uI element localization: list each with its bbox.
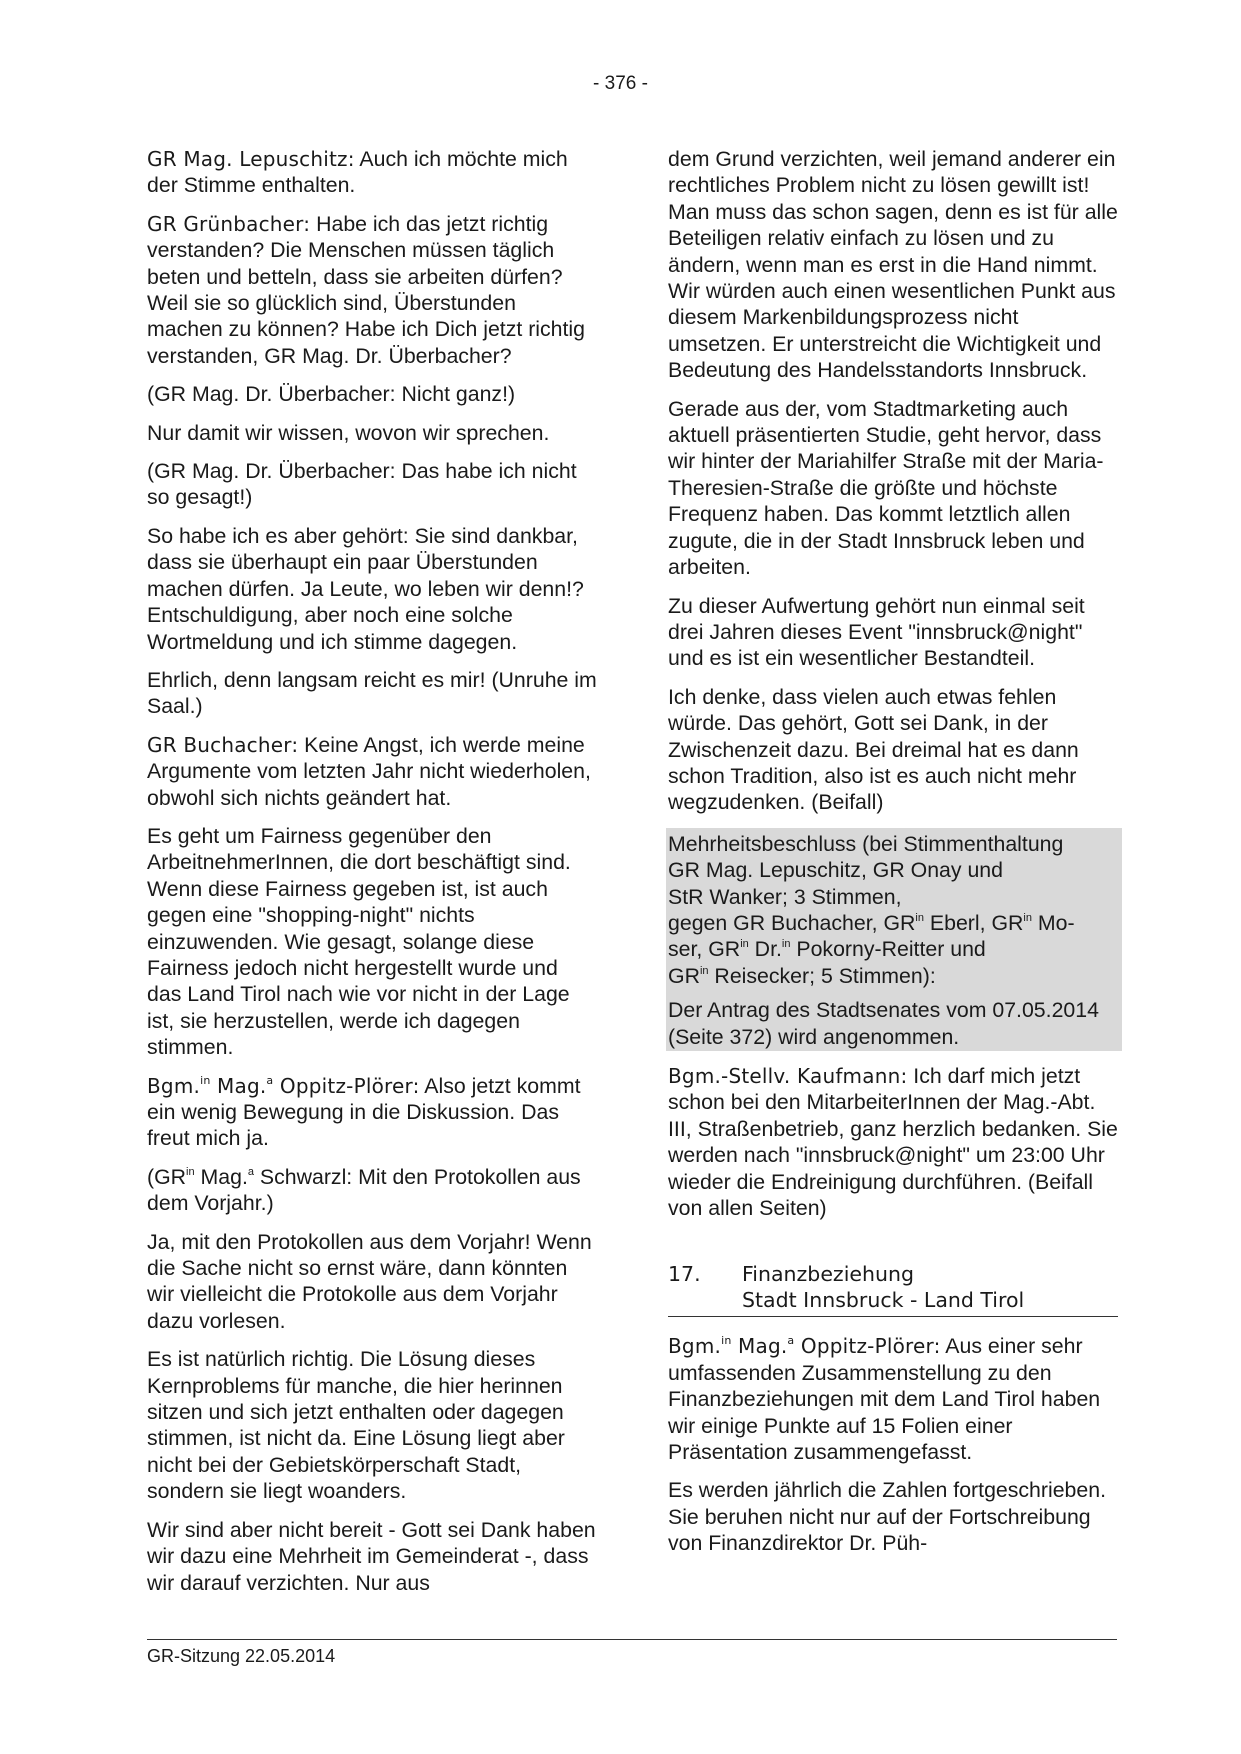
page-number: - 376 - xyxy=(593,73,648,94)
speaker-name: GR Grünbacher: xyxy=(147,211,311,236)
paragraph-text: Habe ich das jetzt richtig verstanden? Die Menschen müssen täglich beten und betteln, dass sie arbeiten dürfen? Weil sie so glücklich sind, Überstunden machen zu können? Habe ich Dich jetzt richtig verstanden, GR Mag. Dr. Überbacher? xyxy=(147,211,586,368)
paragraph-text: Keine Angst, ich werde meine Argumente vom letzten Jahr nicht wiederholen, obwohl sich nichts geändert hat. xyxy=(147,732,591,810)
interjection: (GR Mag. Dr. Überbacher: Nicht ganz!) xyxy=(147,382,516,407)
paragraph xyxy=(147,1073,597,1152)
paragraph: So habe ich es aber gehört: Sie sind dankbar, dass sie überhaupt ein paar Überstunden machen dürfen. Ja Leute, wo leben wir denn!? Entschuldigung, aber noch eine solche Wortmeldung und ich stimme dagegen. xyxy=(147,523,584,654)
paragraph xyxy=(668,1063,1118,1221)
paragraph: Ehrlich, denn langsam reicht es mir! (Unruhe im Saal.) xyxy=(147,667,597,719)
speaker-name: GR Mag. Lepuschitz: xyxy=(147,147,355,171)
paragraph-text: Aus einer sehr umfassenden Zusammenstellung zu den Finanzbeziehungen mit dem Land Tirol haben wir einige Punkte auf 15 Folien einer Präsentation zusammengefasst. xyxy=(668,1334,1101,1465)
paragraph: Wir sind aber nicht bereit - Gott sei Dank haben wir dazu eine Mehrheit im Gemeinderat -, dass wir darauf verzichten. Nur aus xyxy=(147,1517,596,1595)
paragraph: dem Grund verzichten, weil jemand anderer ein rechtliches Problem nicht zu lösen gewillt ist! Man muss das schon sagen, denn es ist für alle Beteiligen relativ einfach zu lösen und zu ändern, wenn man es erst in die Hand nimmt. Wir würden auch einen wesentlichen Punkt aus diesem Markenbildungsprozess nicht umsetzen. Er unterstreicht die Wichtigkeit und Bedeutung des Handelsstandorts Innsbruck. xyxy=(668,147,1118,383)
agenda-item-number: 17. xyxy=(668,1262,701,1287)
interjection: ($GR^{in}$ Mag.$^a$ Schwarzl: Mit den Protokollen aus dem Vorjahr.) xyxy=(147,1164,581,1216)
resolution-box xyxy=(666,828,1122,1051)
paragraph: Es werden jährlich die Zahlen fortgeschrieben. Sie beruhen nicht nur auf der Fortschreibung von Finanzdirektor Dr. Püh- xyxy=(668,1478,1107,1556)
interjection: (GR Mag. Dr. Überbacher: Das habe ich nicht so gesagt!) xyxy=(147,459,577,510)
agenda-item-title: Finanzbeziehung Stadt Innsbruck - Land Tirol xyxy=(742,1262,1025,1313)
paragraph xyxy=(147,732,597,811)
paragraph-text: Ich darf mich jetzt schon bei den MitarbeiterInnen der Mag.-Abt. III, Straßenbetrieb, ganz herzlich bedanken. Sie werden nach "innsbruck@night" um 23:00 Uhr wieder die Endreinigung durchführen. (Beifall von allen Seiten) xyxy=(668,1064,1118,1221)
paragraph-text: Also jetzt kommt ein wenig Bewegung in die Diskussion. Das freut mich ja. xyxy=(147,1073,581,1151)
paragraph: Zu dieser Aufwertung gehört nun einmal seit drei Jahren dieses Event "innsbruck@night" und es ist ein wesentlicher Bestandteil. xyxy=(668,593,1085,671)
paragraph: Ja, mit den Protokollen aus dem Vorjahr! Wenn die Sache nicht so ernst wäre, dann könnten wir vielleicht die Protokolle aus dem Vorjahr dazu vorlesen. xyxy=(147,1229,592,1333)
left-column xyxy=(147,146,597,1608)
speaker-name: Bgm.-Stellv. Kaufmann: xyxy=(668,1064,908,1088)
paragraph: Es geht um Fairness gegenüber den ArbeitnehmerInnen, die dort beschäftigt sind. Wenn diese Fairness gegeben ist, ist auch gegen eine "shopping-night" nichts einzuwenden. Wie gesagt, solange diese Fairness jedoch nicht hergestellt wurde und das Land Tirol nach wie vor nicht in der Lage ist, sie herzustellen, werde ich dagegen stimmen. xyxy=(147,823,571,1060)
speaker-name: Bgm.$^{in}$ Mag.$^a$ Oppitz-Plörer: xyxy=(147,1073,420,1098)
footer-divider xyxy=(147,1639,1117,1640)
resolution-result: Der Antrag des Stadtsenates vom 07.05.2014 (Seite 372) wird angenommen. xyxy=(668,998,1099,1049)
paragraph xyxy=(147,211,597,369)
paragraph: Ich denke, dass vielen auch etwas fehlen würde. Das gehört, Gott sei Dank, in der Zwischenzeit dazu. Bei dreimal hat es dann schon Tradition, also ist es auch nicht mehr wegzudenken. (Beifall) xyxy=(668,684,1079,815)
paragraph-text: Auch ich möchte mich der Stimme enthalten. xyxy=(147,147,568,198)
resolution-vote: Mehrheitsbeschluss (bei Stimmenthaltung GR Mag. Lepuschitz, GR Onay und StR Wanker; 3 Stimmen, gegen GR Buchacher, $GR^{in}$ Eberl, $GR^{in}$ Mo- ser, $GR^{in}$ Dr.$^{in}$ Pokorny-Reitter und $GR^{in}$ Reisecker; 5 Stimmen): xyxy=(668,831,1075,988)
paragraph: Es ist natürlich richtig. Die Lösung dieses Kernproblems für manche, die hier herinnen sitzen und sich jetzt enthalten oder dagegen stimmen, ist nicht da. Eine Lösung liegt aber nicht bei der Gebietskörperschaft Stadt, sondern sie liegt woanders. xyxy=(147,1347,565,1504)
paragraph xyxy=(668,1333,1118,1465)
speaker-name: Bgm.$^{in}$ Mag.$^a$ Oppitz-Plörer: xyxy=(668,1334,941,1359)
speaker-name: GR Buchacher: xyxy=(147,732,299,757)
right-column xyxy=(668,146,1118,1569)
footer-text: GR-Sitzung 22.05.2014 xyxy=(147,1646,336,1666)
paragraph xyxy=(147,146,597,199)
paragraph: Gerade aus der, vom Stadtmarketing auch aktuell präsentierten Studie, geht hervor, dass wir hinter der Mariahilfer Straße mit der Maria-Theresien-Straße die größte und höchste Frequenz haben. Das kommt letztlich allen zugute, die in der Stadt Innsbruck leben und arbeiten. xyxy=(668,396,1104,580)
paragraph: Nur damit wir wissen, wovon wir sprechen. xyxy=(147,420,550,445)
agenda-item-heading xyxy=(668,1261,1118,1317)
